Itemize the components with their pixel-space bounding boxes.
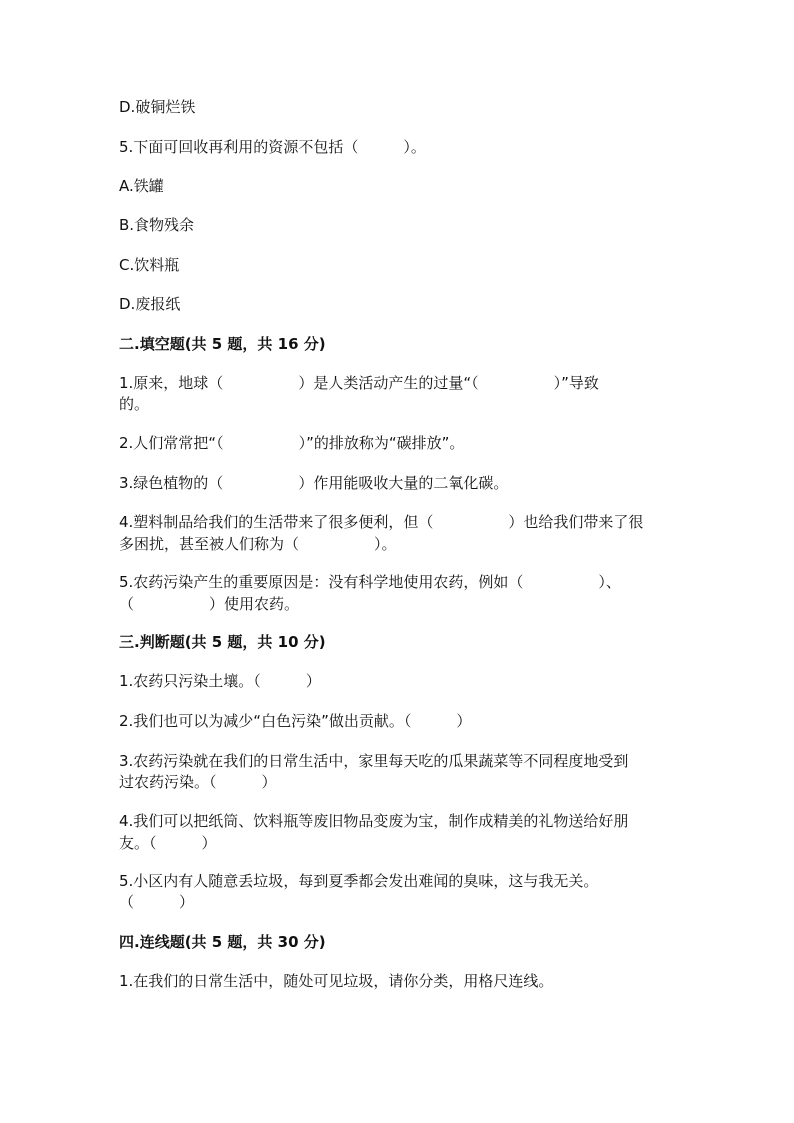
question-line: 1.农药只污染土壤。（ ）	[119, 672, 321, 690]
question-line: 过农药污染。（ ）	[119, 773, 277, 791]
question-line: 友。（ ）	[119, 834, 217, 852]
question-line: 5.小区内有人随意丢垃圾，每到夏季都会发出难闻的臭味，这与我无关。	[119, 872, 599, 890]
question-line: 3.绿色植物的（ ）作用能吸收大量的二氧化碳。	[119, 474, 509, 492]
option-text: D.破铜烂铁	[119, 98, 196, 116]
section-heading-judge: 三.判断题(共 5 题，共 10 分)	[119, 633, 326, 651]
section-heading-fill: 二.填空题(共 5 题，共 16 分)	[119, 335, 326, 353]
question-line: 2.我们也可以为减少“白色污染”做出贡献。（ ）	[119, 712, 472, 730]
question-line: 1.原来，地球（ ）是人类活动产生的过量“（ ）”导致	[119, 374, 599, 392]
question-stem: 5.下面可回收再利用的资源不包括（ ）。	[119, 138, 426, 156]
question-line: （ ）	[119, 893, 195, 911]
section-heading-match: 四.连线题(共 5 题，共 30 分)	[119, 933, 326, 951]
option-text: B.食物残余	[119, 216, 195, 234]
question-line: （ ）使用农药。	[119, 595, 300, 613]
question-line: 2.人们常常把“（ ）”的排放称为“碳排放”。	[119, 434, 465, 452]
option-text: D.废报纸	[119, 295, 181, 313]
question-line: 1.在我们的日常生活中，随处可见垃圾，请你分类，用格尺连线。	[119, 972, 554, 990]
option-text: C.饮料瓶	[119, 256, 180, 274]
option-text: A.铁罐	[119, 177, 164, 195]
question-line: 多困扰，甚至被人们称为（ ）。	[119, 535, 397, 553]
question-line: 4.塑料制品给我们的生活带来了很多便利，但（ ）也给我们带来了很	[119, 513, 644, 531]
question-line: 4.我们可以把纸筒、饮料瓶等废旧物品变废为宝，制作成精美的礼物送给好朋	[119, 812, 629, 830]
question-line: 5.农药污染产生的重要原因是：没有科学地使用农药，例如（ ）、	[119, 573, 621, 591]
question-line: 3.农药污染就在我们的日常生活中，家里每天吃的瓜果蔬菜等不同程度地受到	[119, 752, 629, 770]
question-line: 的。	[119, 395, 150, 413]
